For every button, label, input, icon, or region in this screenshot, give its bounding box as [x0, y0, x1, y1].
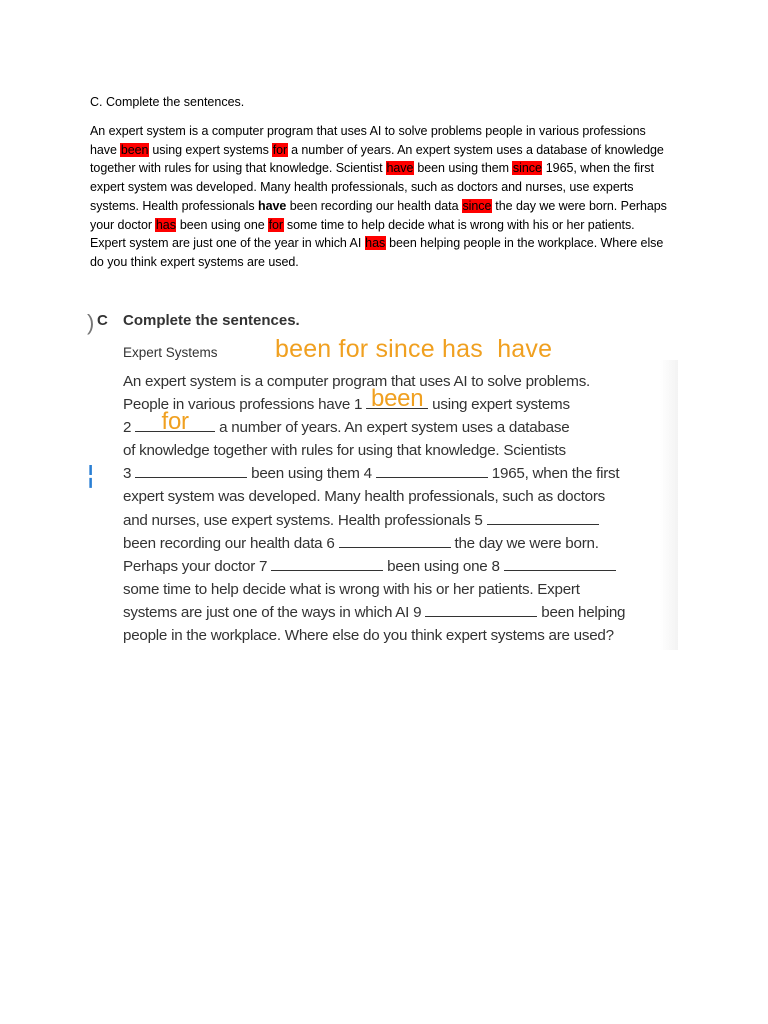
exercise-line — [123, 462, 683, 485]
text-run: been recording our health data — [286, 198, 462, 213]
paragraph-line — [90, 216, 688, 235]
document-heading: C. Complete the sentences. — [90, 95, 245, 109]
text-run: 2 — [123, 419, 136, 437]
answer-blank — [135, 462, 247, 478]
highlighted-answer: has — [155, 217, 176, 232]
text-run: some time to help decide what is wrong with his or her patients. — [283, 217, 635, 232]
answer-blank — [425, 601, 537, 617]
answer-blank — [339, 532, 451, 548]
text-run: been helping — [537, 603, 626, 621]
text-run: of knowledge together with rules for using that knowledge. Scientists — [123, 442, 566, 460]
text-run: using expert systems — [148, 142, 273, 157]
paragraph-line — [90, 122, 688, 141]
text-run: expert system was developed. Many health professionals, such as doctors — [123, 488, 606, 506]
exercise-subtitle: Expert Systems — [123, 345, 218, 360]
page-edge-mark: ) — [87, 310, 95, 335]
exercise-text — [123, 370, 683, 647]
exercise-line — [123, 532, 683, 555]
highlighted-answer: for — [268, 217, 283, 232]
answer-blank — [366, 385, 428, 413]
text-run: a number of years. An expert system uses a database of knowledge — [287, 142, 664, 157]
text-run: together with rules for using that knowledge. Scientist — [90, 161, 386, 176]
text-run: expert system was developed. Many health professionals, such as doctors and nurses, use experts — [90, 180, 634, 195]
highlighted-answer: since — [512, 161, 542, 176]
answer-blank — [271, 555, 383, 571]
text-run: using expert systems — [428, 396, 570, 414]
exercise-heading: Complete the sentences. — [123, 312, 300, 329]
text-run: Expert system are just one of the year in which AI — [90, 236, 365, 251]
exercise-line — [123, 601, 683, 624]
paragraph-line — [90, 141, 688, 160]
exercise-line — [123, 624, 683, 647]
paragraph-line — [90, 197, 688, 216]
text-run: systems are just one of the ways in which AI 9 — [123, 603, 426, 621]
text-run: People in various professions have 1 — [123, 396, 367, 414]
text-run: been helping people in the workplace. Where else — [385, 236, 664, 251]
text-run: the day we were born. Perhaps — [491, 198, 667, 213]
text-run: Perhaps your doctor 7 — [123, 557, 272, 575]
handwritten-answer: been — [370, 385, 424, 413]
exercise-line — [123, 509, 683, 532]
textbook-excerpt-image — [82, 302, 678, 654]
answer-blank — [487, 509, 599, 525]
text-run: been using one — [176, 217, 269, 232]
text-run: An expert system is a computer program that uses AI to solve problems people in various professions — [90, 124, 646, 138]
handwritten-answer: for — [161, 408, 189, 436]
exercise-line — [123, 485, 683, 508]
blue-page-mark: ╎ — [84, 464, 98, 489]
text-run: been using them — [413, 161, 513, 176]
exercise-line — [123, 439, 683, 462]
paragraph-line — [90, 159, 688, 178]
bold-word: have — [258, 198, 287, 213]
text-run: your doctor — [90, 217, 156, 232]
answer-blank — [135, 408, 215, 436]
image-edge-shading — [660, 360, 678, 650]
exercise-line — [123, 555, 683, 578]
highlighted-answer: has — [365, 236, 386, 251]
exercise-line — [123, 578, 683, 601]
paragraph-line — [90, 234, 688, 253]
exercise-line — [123, 408, 683, 439]
highlighted-answer: for — [272, 142, 288, 157]
text-run: the day we were born. — [450, 534, 599, 552]
text-run: systems. Health professionals — [90, 198, 259, 213]
answer-blank — [376, 462, 488, 478]
text-run: An expert system is a computer program that uses AI to solve problems. — [123, 373, 591, 390]
paragraph-line — [90, 253, 688, 272]
document-paragraph — [90, 122, 688, 272]
text-run: 3 — [123, 465, 136, 483]
highlighted-answer: been — [120, 142, 149, 157]
text-run: some time to help decide what is wrong with his or her patients. Expert — [123, 580, 580, 598]
text-run: do you think expert systems are used. — [90, 254, 299, 269]
word-bank: been for since has have — [275, 335, 553, 363]
text-run: been recording our health data 6 — [123, 534, 339, 552]
highlighted-answer: since — [462, 198, 492, 213]
text-run: been using them 4 — [247, 465, 376, 483]
answer-blank — [504, 555, 616, 571]
text-run: people in the workplace. Where else do you think expert systems are used? — [123, 627, 614, 645]
text-run: and nurses, use expert systems. Health professionals 5 — [123, 511, 487, 529]
exercise-letter: C — [97, 312, 108, 329]
text-run: a number of years. An expert system uses a database — [215, 419, 570, 437]
text-run: 1965, when the first — [487, 465, 620, 483]
paragraph-line — [90, 178, 688, 197]
text-run: have — [90, 142, 121, 157]
text-run: 1965, when the first — [542, 161, 654, 176]
text-run: been using one 8 — [383, 557, 504, 575]
highlighted-answer: have — [386, 161, 414, 176]
